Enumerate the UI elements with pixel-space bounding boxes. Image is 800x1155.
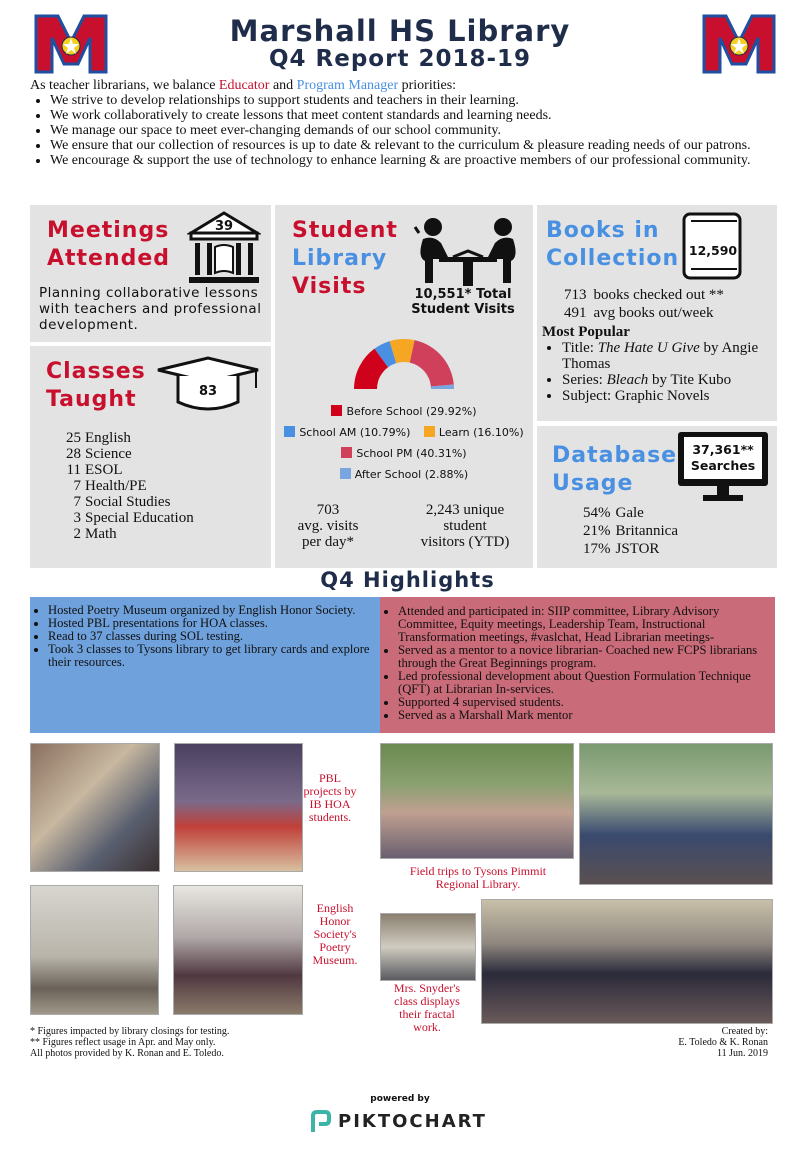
class-count: 25	[66, 430, 81, 446]
class-count: 7	[73, 494, 81, 510]
books-title-line: Collection	[546, 246, 680, 271]
piktochart-logo[interactable]	[310, 1108, 492, 1136]
database-title-line: Usage	[552, 471, 634, 496]
books-stat-value: 491	[564, 305, 587, 321]
legend-label: After School (2.88%)	[354, 468, 469, 481]
database-name: Britannica	[615, 523, 678, 539]
legend-label: School AM (10.79%)	[299, 426, 411, 439]
powered-by: powered by	[370, 1094, 430, 1104]
list-item: • Served as a mentor to a novice librarian- Coached new FCPS librarians through the Great Beginnings program.	[398, 644, 769, 670]
visits-title	[292, 217, 398, 301]
class-subject: Math	[85, 526, 117, 542]
visits-legend	[275, 405, 533, 481]
most-popular-heading: Most Popular	[542, 324, 630, 340]
meetings-title	[47, 217, 170, 273]
list-item	[562, 388, 774, 404]
list-item: • We ensure that our collection of resources is up to date & relevant to the curriculum & pleasure reading needs of our patrons.	[50, 138, 770, 153]
table-row	[66, 478, 198, 494]
class-count: 2	[73, 526, 81, 542]
class-subject: Special Education	[85, 510, 194, 526]
monitor-text	[685, 442, 761, 474]
class-count: 7	[73, 478, 81, 494]
books-title-line: Books in	[546, 218, 660, 243]
list-item: • Served as a Marshall Mark mentor	[398, 709, 769, 722]
highlights-right-list	[380, 605, 775, 722]
legend-swatch	[284, 426, 295, 437]
books-stat-value: 713	[564, 287, 587, 303]
books-stat-label: books checked out **	[593, 287, 724, 303]
most-popular-list	[542, 340, 774, 404]
list-item	[562, 340, 774, 372]
database-title	[552, 442, 677, 498]
classes-title-line: Classes	[46, 359, 146, 384]
list-item: • Hosted Poetry Museum organized by English Honor Society.	[48, 604, 380, 617]
piktochart-wordmark: PIKTOCHART	[338, 1111, 487, 1132]
table-row	[66, 526, 198, 542]
visits-total-line: 10,551* Total	[414, 287, 512, 302]
credits-date: 11 Jun. 2019	[716, 1048, 768, 1059]
page-subtitle: Q4 Report 2018-19	[268, 46, 532, 72]
footnote: All photos provided by K. Ronan and E. Toledo.	[30, 1048, 224, 1059]
popular-author: by Tite Kubo	[648, 372, 732, 388]
legend-label: Learn (16.10%)	[438, 426, 524, 439]
list-item: • Took 3 classes to Tysons library to get library cards and explore their resources.	[48, 643, 380, 669]
visits-total	[395, 287, 531, 317]
highlights-right	[380, 597, 775, 733]
table-row	[66, 510, 198, 526]
meetings-panel	[30, 205, 271, 342]
table-row	[563, 286, 725, 304]
meetings-title-line: Meetings	[47, 218, 170, 243]
list-item: • Led professional development about Question Formulation Technique (QFT) at Librarian In-services.	[398, 670, 769, 696]
caption-snyder: Mrs. Snyder's class displays their fractal work.	[393, 981, 461, 1034]
books-count: 12,590	[688, 243, 738, 258]
intro-prefix: As teacher librarians, we balance	[30, 78, 219, 93]
caption-pbl: PBL projects by IB HOA students.	[303, 771, 357, 824]
popular-title: The Hate U Give	[597, 340, 700, 356]
list-item: • Read to 37 classes during SOL testing.	[48, 630, 380, 643]
meetings-count: 39	[214, 219, 234, 234]
credits	[600, 1026, 768, 1059]
legend-swatch	[331, 405, 342, 416]
database-pct: 54%	[583, 505, 611, 521]
visits-title-line: Visits	[292, 274, 367, 299]
caption-field-trip: Field trips to Tysons Pimmit Regional Library.	[409, 864, 547, 891]
legend-swatch	[424, 426, 435, 437]
classes-title	[46, 358, 146, 414]
class-subject: Science	[85, 446, 132, 462]
visits-panel	[275, 205, 533, 568]
meetings-title-line: Attended	[47, 246, 171, 271]
popular-title: Bleach	[606, 372, 649, 388]
avg-visits	[283, 502, 373, 550]
list-item	[562, 372, 774, 388]
books-stats	[563, 286, 725, 322]
books-title	[546, 217, 679, 273]
intro-section	[30, 78, 770, 168]
classes-title-line: Taught	[46, 387, 137, 412]
footnote: ** Figures reflect usage in Apr. and May only.	[30, 1037, 216, 1048]
books-stat-label: avg books out/week	[593, 305, 714, 321]
photo-poetry-museum-door	[30, 885, 159, 1015]
database-table	[582, 504, 679, 558]
donut-slice-school-pm	[410, 340, 454, 386]
searches-label: Searches	[690, 458, 756, 473]
meetings-description: Planning collaborative lessons with teachers and professional development.	[39, 285, 262, 333]
list-item: • Hosted PBL presentations for HOA classes.	[48, 617, 380, 630]
visits-donut-chart	[351, 336, 457, 390]
intro-suffix: priorities:	[398, 78, 457, 93]
visits-title-line: Student	[292, 218, 398, 243]
legend-label: Before School (29.92%)	[346, 405, 477, 418]
page-title: Marshall HS Library	[229, 14, 571, 48]
class-count: 28	[66, 446, 81, 462]
visits-total-line: Student Visits	[411, 302, 515, 317]
books-panel	[537, 205, 777, 421]
unique-visitors-line: 2,243 unique	[425, 502, 505, 518]
popular-label: Series:	[562, 372, 607, 388]
most-popular	[542, 324, 774, 404]
class-subject: Health/PE	[85, 478, 147, 494]
list-item: • Attended and participated in: SIIP committee, Library Advisory Committee, Equity meetings, Leadership Team, Instructional Transformation meetings, #vaslchat, Head Librarian meetings-	[398, 605, 769, 644]
database-title-line: Database	[552, 443, 678, 468]
classes-panel	[30, 346, 271, 568]
legend-item	[275, 405, 533, 418]
list-item: • We manage our space to meet ever-changing demands of our school community.	[50, 123, 770, 138]
database-pct: 17%	[583, 541, 611, 557]
classes-table	[66, 430, 198, 542]
avg-visits-line: 703	[316, 502, 340, 518]
legend-swatch	[340, 468, 351, 479]
intro-sentence	[30, 78, 770, 93]
database-name: Gale	[615, 505, 644, 521]
photo-fractal-work	[380, 913, 476, 981]
photo-field-trip-group	[380, 743, 574, 859]
database-name: JSTOR	[615, 541, 660, 557]
table-row	[66, 494, 198, 510]
educator-label: Educator	[218, 78, 270, 93]
unique-visitors-line: student	[443, 518, 487, 534]
searches-count: 37,361**	[692, 442, 754, 457]
table-row	[563, 304, 725, 322]
credits-names: E. Toledo & K. Ronan	[678, 1037, 768, 1048]
classes-count: 83	[198, 384, 218, 399]
list-item: • We work collaboratively to create lessons that meet content standards and learning needs.	[50, 108, 770, 123]
class-subject: English	[85, 430, 131, 446]
class-subject: Social Studies	[85, 494, 171, 510]
table-row	[582, 540, 679, 558]
students-reading-icon	[413, 213, 523, 291]
legend-swatch	[341, 447, 352, 458]
footnotes	[30, 1026, 229, 1059]
highlights-left	[30, 597, 380, 733]
legend-item	[275, 447, 533, 460]
popular-label: Title:	[562, 340, 598, 356]
photo-pbl-students	[30, 743, 160, 872]
avg-visits-line: avg. visits	[297, 518, 359, 534]
program-manager-label: Program Manager	[296, 78, 399, 93]
database-pct: 21%	[583, 523, 611, 539]
table-row	[66, 430, 198, 446]
table-row	[582, 522, 679, 540]
list-item: • We strive to develop relationships to support students and teachers in their learning.	[50, 93, 770, 108]
photo-poetry-museum-group	[173, 885, 303, 1015]
legend-label: School PM (40.31%)	[356, 447, 467, 460]
credits-label: Created by:	[721, 1026, 768, 1037]
caption-poetry: English Honor Society's Poetry Museum.	[312, 901, 358, 967]
unique-visitors	[405, 502, 525, 550]
class-count: 11	[66, 462, 81, 478]
popular-label: Subject: Graphic Novels	[562, 388, 710, 404]
intro-and: and	[269, 78, 297, 93]
avg-visits-line: per day*	[301, 534, 355, 550]
popular-author: by Angie Thomas	[562, 340, 759, 372]
table-row	[582, 504, 679, 522]
class-subject: ESOL	[85, 462, 123, 478]
class-count: 3	[73, 510, 81, 526]
legend-item	[275, 426, 533, 439]
table-row	[66, 462, 198, 478]
visits-title-line: Library	[292, 246, 388, 271]
footnote: * Figures impacted by library closings for testing.	[30, 1026, 230, 1037]
photo-pbl-projects	[174, 743, 303, 872]
photo-snyder-class	[481, 899, 773, 1024]
photo-field-trip-library	[579, 743, 773, 885]
table-row	[66, 446, 198, 462]
priorities-list	[30, 93, 770, 168]
list-item: • Supported 4 supervised students.	[398, 696, 769, 709]
database-panel	[537, 426, 777, 568]
highlights-left-list	[30, 604, 380, 669]
unique-visitors-line: visitors (YTD)	[420, 534, 510, 550]
highlights-title: Q4 Highlights	[320, 568, 495, 592]
piktochart-icon	[310, 1110, 332, 1134]
list-item: • We encourage & support the use of technology to enhance learning & are proactive members of our professional community.	[50, 153, 770, 168]
legend-item	[275, 468, 533, 481]
